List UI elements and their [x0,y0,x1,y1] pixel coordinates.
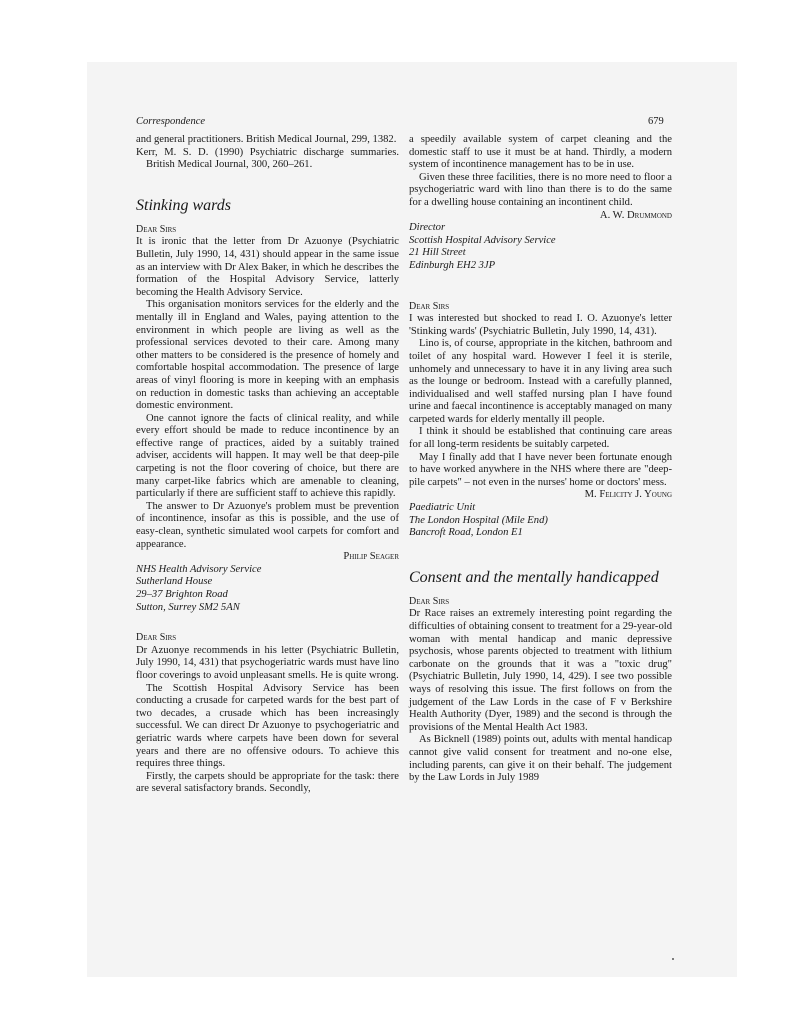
paragraph: One cannot ignore the facts of clinical reality, and while every effort should be made to reduce incontinence by an effective range of practices, aided by a suitably trained adviser, accidents will happen. It may well be that deep-pile carpeting is not the floor covering of choice, but there are many carpet-like fabrics which are amenable to cleaning, particularly if there are sufficient staff to achieve this rapidly. [136,412,399,500]
address-line: 29–37 Brighton Road [136,589,228,600]
address-line: Sutherland House [136,576,213,588]
reference: and general practitioners. British Medical Journal, 299, 1382. [136,134,397,145]
article-title: Stinking wards [136,196,231,214]
address-line: Edinburgh EH2 3JP [409,259,496,271]
paragraph: Dr Race raises an extremely interesting point regarding the difficulties of obtaining consent to treatment for a 29-year-old woman with mental handicap and manic depressive psychosis, whose parents objected to treatment with lithium carbonate on the grounds that it was a "toxic drug" (Psychiatric Bulletin, July 1990, 14, 429). I see two possible ways of resolving this issue. The first follows on from the judgement of the Law Lords in the case of F v Berkshire Health Authority (Dyer, 1989) and the second is through the provisions of the Mental Health Act 1983. [409,608,672,733]
paragraph: The answer to Dr Azuonye's problem must be prevention of incontinence, insofar as this is possible, and the use of easy-clean, synthetic simulated wool carpets for comfort and appearance. [136,500,399,550]
address-line: Bancroft Road, London E1 [409,527,523,539]
left-column [136,134,399,796]
paragraph: As Bicknell (1989) points out, adults with mental handicap cannot give valid consent for treatment and no-one else, including parents, can give it on their behalf. The judgement by the Law Lords in July 1989 [409,734,672,784]
signature: A. W. Drummond [599,209,672,221]
paragraph: I think it should be established that continuing care areas for all long-term residents be suitably carpeted. [409,426,672,451]
address-line: Director [409,222,446,234]
address-line: The London Hospital (Mile End) [409,514,548,526]
salutation: Dear Sirs [136,632,177,644]
paragraph: a speedily available system of carpet cleaning and the domestic staff to use it must be at hand. Thirdly, a modern system of incontinence management has to be in use. [409,134,672,171]
paragraph: Dr Azuonye recommends in his letter (Psychiatric Bulletin, July 1990, 14, 431) that psychogeriatric wards must have lino floor coverings to avoid unpleasant smells. He is quite wrong. [136,644,399,681]
address-line: Sutton, Surrey SM2 5AN [136,601,240,613]
signature: Philip Seager [343,551,399,563]
address-line: 21 Hill Street [409,247,466,259]
paragraph: Firstly, the carpets should be appropriate for the task: there are several satisfactory brands. Secondly, [136,770,399,795]
salutation: Dear Sirs [409,595,450,607]
salutation: Dear Sirs [136,223,177,235]
reference: Kerr, M. S. D. (1990) Psychiatric discharge summaries. British Medical Journal, 300, 260–261. [136,146,399,171]
paragraph: I was interested but shocked to read I. O. Azuonye's letter 'Stinking wards' (Psychiatric Bulletin, July 1990, 14, 431). [409,313,672,337]
right-column [409,134,672,785]
paragraph: Lino is, of course, appropriate in the kitchen, bathroom and toilet of any hospital ward. However I feel it is sterile, unhomely and unnecessary to have it in any living area such as the lounge or bedroom. Instead with a carefully planned, individualised and well staffed nursing plan I have found urine and faecal incontinence is acceptably managed on many carpeted wards for elderly mentally ill people. [409,338,672,425]
signature: M. Felicity J. Young [584,489,672,501]
article-title: Consent and the mentally handicapped [409,568,659,586]
salutation: Dear Sirs [409,300,450,312]
paragraph: The Scottish Hospital Advisory Service has been conducting a crusade for carpeted wards for the best part of two decades, a crusade which has been increasingly successful. We can direct Dr Azuonye to psychogeriatric and geriatric wards where carpets have been down for several years and there are no offensive odours. To achieve this requires three things. [136,682,399,770]
paragraph: It is ironic that the letter from Dr Azuonye (Psychiatric Bulletin, July 1990, 14, 431) should appear in the same issue as an interview with Dr Alex Baker, in which he describes the formation of the Hospital Advisory Service, latterly becoming the Health Advisory Service. [136,236,399,298]
paragraph: This organisation monitors services for the elderly and the mentally ill in England and Wales, paying attention to the environment in which people are living as well as the professional services devoted to their care. Among many other matters to be considered is the presence of homely and comfortable hospital accommodation. The presence of large areas of vinyl flooring is more in keeping with an emphasis on reduction in domestic tasks than achieving an acceptable domestic environment. [136,299,399,412]
address-line: Scottish Hospital Advisory Service [409,234,556,246]
scan-speck [672,958,674,960]
paragraph: Given these three facilities, there is no more need to floor a psychogeriatric ward with lino than there is to do the same for a dwelling house containing an incontinent child. [409,171,672,208]
running-header: Correspondence [136,116,206,127]
paragraph: May I finally add that I have never been fortunate enough to have worked anywhere in the NHS where there are "deep-pile carpets" – not even in the nurses' home or doctors' mess. [409,451,672,488]
address-line: Paediatric Unit [409,502,476,514]
page-number: 679 [648,116,664,127]
address-line: NHS Health Advisory Service [136,563,262,575]
